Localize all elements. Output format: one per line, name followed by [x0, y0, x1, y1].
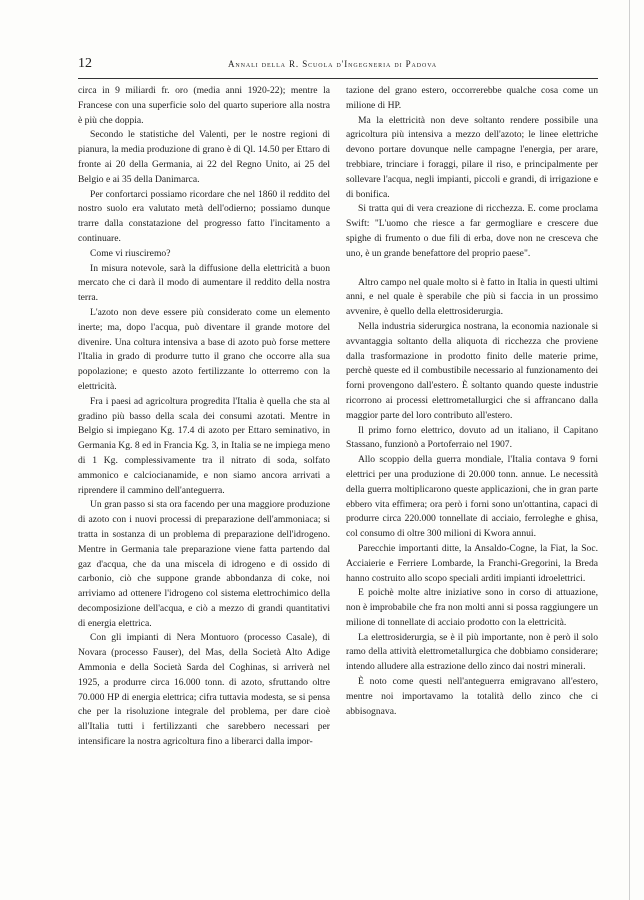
- paragraph: In misura notevole, sarà la diffusione della elettricità a buon mercato che ci darà il modo di aumentare il reddito della nostra terra.: [78, 262, 330, 304]
- paragraph: Fra i paesi ad agricoltura progredita l'Italia è quella che sta al gradino più basso della scala dei consumi azotati. Mentre in Belgio si impiegano Kg. 17.4 di azoto per Ettaro seminativo, in Germania Kg. 8 ed in Francia Kg. 3, in Italia se ne impiega meno di 1 Kg. complessivamente tra il nitrato di soda, solfato ammonico e calciocianamide, e non siamo ancora arrivati a riprendere il cammino dell'anteguerra.: [78, 395, 330, 496]
- paragraph: Secondo le statistiche del Valenti, per le nostre regioni di pianura, la media produzione di grano è di Ql. 14.50 per Ettaro di fronte ai 20 della Germania, ai 22 del Regno Unito, ai 25 del Belgio e ai 35 della Danimarca.: [78, 129, 330, 185]
- scan-edge-line: [629, 0, 630, 900]
- paragraph: Si tratta qui di vera creazione di ricchezza. E. come proclama Swift: "L'uomo che riesce a far germogliare e crescere due spighe di frumento o due fili di erba, dove non ne cresceva che uno, è un grande benefattore del proprio paese".: [346, 203, 598, 259]
- right-column: [346, 84, 598, 719]
- page-number: 12: [78, 56, 92, 71]
- paragraph: Il primo forno elettrico, dovuto ad un italiano, il Capitano Stassano, funzionò a Portoferraio nel 1907.: [346, 424, 598, 451]
- section-gap: [346, 262, 598, 276]
- paragraph: Ma la elettricità non deve soltanto rendere possibile una agricoltura più intensiva a mezzo dell'azoto; le linee elettriche devono portare dovunque nelle campagne l'energia, per arare, trebbiare, trinciare i foraggi, pilare il riso, e principalmente per sollevare l'acqua, negli impianti, piccoli e grandi, di irrigazione e di bonifica.: [346, 114, 598, 200]
- paragraph: Allo scoppio della guerra mondiale, l'Italia contava 9 forni elettrici per una produzione di 20.000 tonn. annue. Le necessità della guerra moltiplicarono queste applicazioni, che in gran parte ebbero vita effimera; ora però i forni sono un'ottantina, capaci di produrre circa 220.000 tonnellate di acciaio, ferroleghe e ghisa, col consumo di oltre 300 milioni di Kwora annui.: [346, 454, 598, 540]
- paragraph: La elettrosiderurgia, se è il più importante, non è però il solo ramo della attività elettrometallurgica che dobbiamo considerare; intendo alludere alla estrazione dello zinco dai nostri minerali.: [346, 631, 598, 673]
- header-rule: [78, 78, 598, 79]
- running-title: Annali della R. Scuola d'Ingegneria di Padova: [228, 59, 437, 69]
- left-column: [78, 84, 330, 750]
- paragraph: tazione del grano estero, occorrerebbe qualche cosa come un milione di HP.: [346, 85, 598, 111]
- paragraph: Per confortarci possiamo ricordare che nel 1860 il reddito del nostro suolo era valutato metà dell'odierno; possiamo dunque trarre dalla constatazione del progresso fatto l'incitamento a continuare.: [78, 188, 330, 244]
- paragraph: E poichè molte altre iniziative sono in corso di attuazione, non è improbabile che fra non molti anni si possa raggiungere un milione di tonnellate di acciaio prodotto con la elettricità.: [346, 587, 598, 628]
- paragraph: circa in 9 miliardi fr. oro (media anni 1920-22); mentre la Francese con una superficie solo del quarto superiore alla nostra è più che doppia.: [78, 85, 330, 126]
- paragraph: Parecchie importanti ditte, la Ansaldo-Cogne, la Fiat, la Soc. Acciaierie e Ferriere Lombarde, la Franchi-Gregorini, la Breda hanno costruito allo scopo speciali arditi impianti idroelettrici.: [346, 542, 598, 584]
- paragraph: Come vi riusciremo?: [90, 247, 171, 259]
- paragraph: L'azoto non deve essere più considerato come un elemento inerte; ma, dopo l'acqua, può diventare il grande motore del divenire. Una coltura intensiva a base di azoto può forse mettere l'Italia in grado di produrre tutto il grano che occorre alla sua popolazione; e questo azoto fertilizzante lo otterremo con la elettricità.: [78, 306, 330, 392]
- paragraph: Altro campo nel quale molto si è fatto in Italia in questi ultimi anni, e nel quale è sperabile che più si faccia in un prossimo avvenire, è quello della elettrosiderurgia.: [346, 276, 598, 318]
- paragraph: Nella industria siderurgica nostrana, la economia nazionale si avvantaggia soltanto della aliquota di ricchezza che proviene dalla trasformazione in prodotto finito delle materie prime, perchè queste ed il combustibile necessario al funzionamento dei forni provengono dall'estero. È soltanto quando queste industrie ricorrono ai processi elettrometallurgici che si affrancano dalla maggior parte del loro contributo all'estero.: [346, 320, 598, 421]
- paragraph: Un gran passo si sta ora facendo per una maggiore produzione di azoto con i nuovi processi di preparazione dell'ammoniaca; si tratta in sostanza di un problema di preparazione dell'idrogeno. Mentre in Germania tale preparazione viene fatta partendo dal gaz d'acqua, che da una miscela di idrogeno e di ossido di carbonio, ciò che suppone grande abbondanza di coke, noi arriviamo ad ottenere l'idrogeno col sistema elettrochimico della decomposizione dell'acqua, e ciò a mezzo di grandi quantitativi di energia elettrica.: [78, 499, 330, 629]
- page-header: [78, 56, 598, 72]
- paragraph: È noto come questi nell'anteguerra emigravano all'estero, mentre noi importavamo la totalità dello zinco che ci abbisognava.: [346, 676, 598, 717]
- paragraph: Con gli impianti di Nera Montuoro (processo Casale), di Novara (processo Fauser), del Mas, della Società Alto Adige Ammonia e della Società Sarda del Coghinas, si arriverà nel 1925, a produrre circa 16.000 tonn. di azoto, sfruttando oltre 70.000 HP di energia elettrica; cifra tuttavia modesta, se si pensa che per la risoluzione integrale del problema, per dare cioè all'Italia tutti i fertilizzanti che sarebbero necessari per intensificare la nostra agricoltura fino a liberarci dalla impor-: [78, 632, 330, 748]
